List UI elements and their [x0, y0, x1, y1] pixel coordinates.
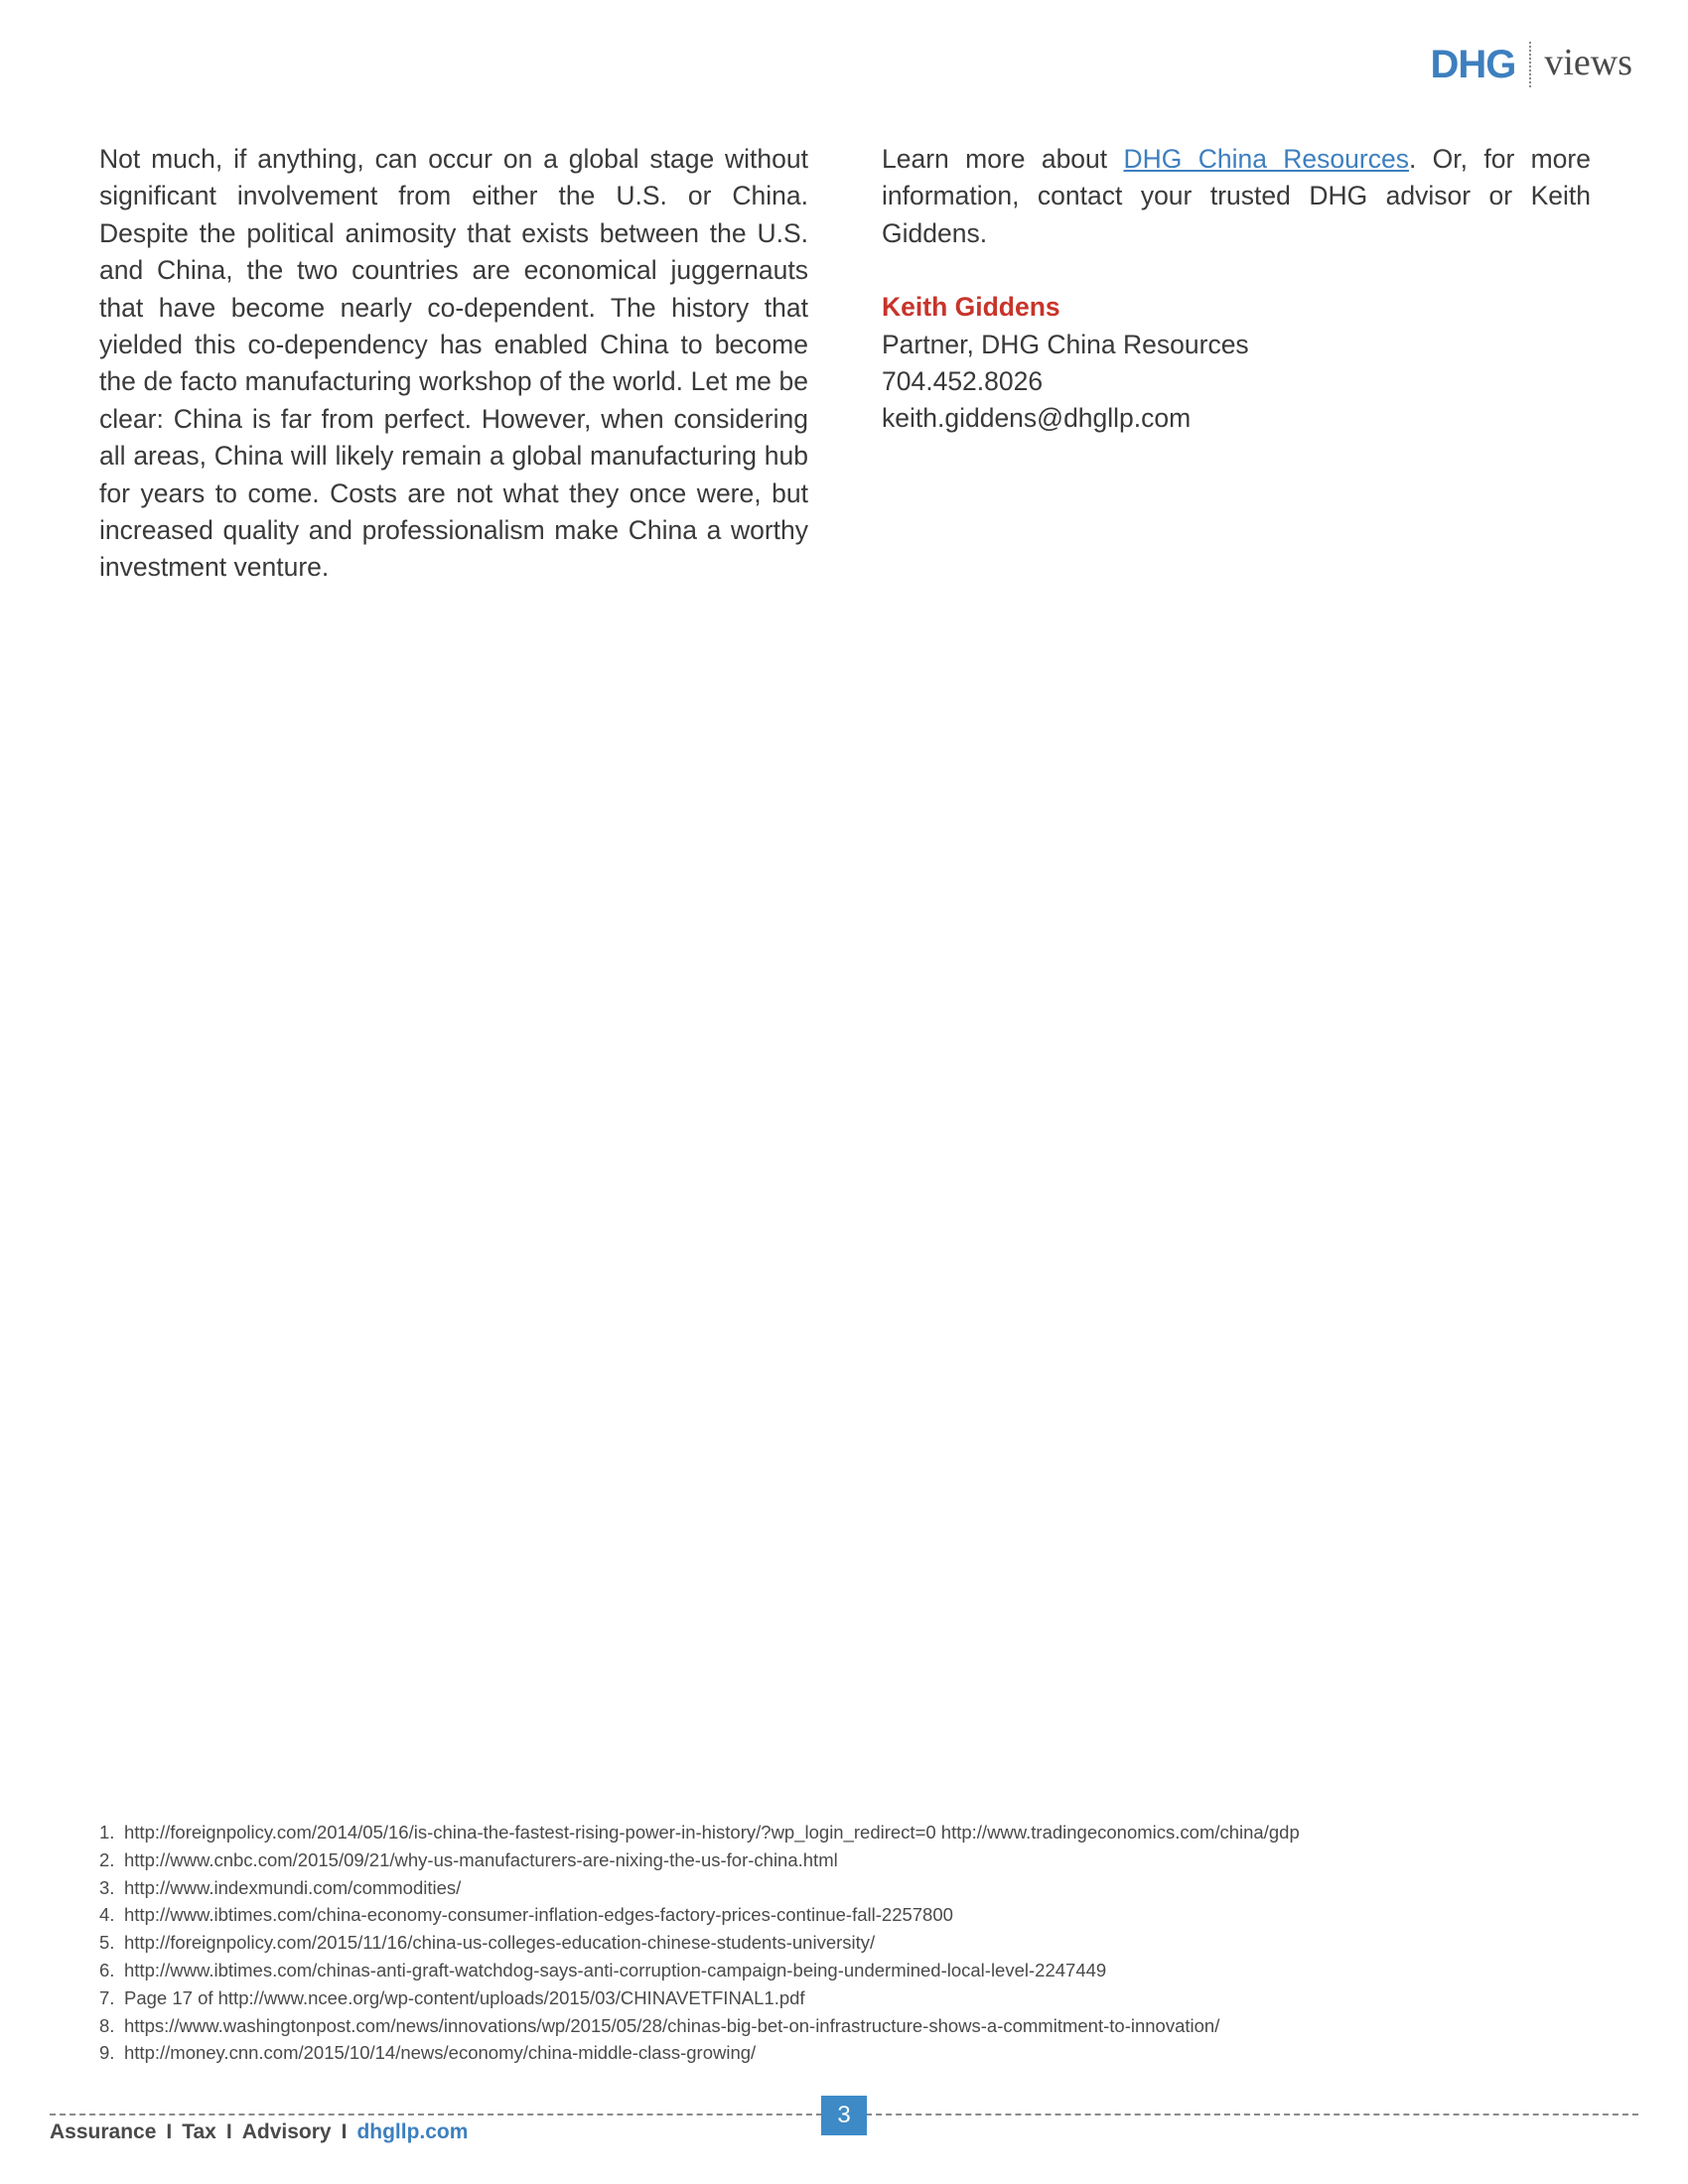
page-number: 3 — [821, 2096, 867, 2135]
footnote-item — [99, 2012, 1589, 2040]
learn-more-paragraph — [882, 141, 1591, 252]
contact-email: keith.giddens@dhgllp.com — [882, 403, 1192, 434]
footnote-text: http://money.cnn.com/2015/10/14/news/economy/china-middle-class-growing/ — [124, 2042, 757, 2064]
footnote-item — [99, 1929, 1589, 1957]
body-paragraph: Not much, if anything, can occur on a global stage without significant involvement from either the U.S. or China. Despite the political animosity that exists between the U.S. and China, the two countries are economical juggernauts that have become nearly co-dependent. The history that yielded this co-dependency has enabled China to become the de facto manufacturing workshop of the world. Let me be clear: China is far from perfect. However, when considering all areas, China will likely remain a global manufacturing hub for years to come. Costs are not what they once were, but increased quality and professionalism make China a worthy investment venture. — [99, 144, 808, 583]
footer-nav — [50, 2118, 468, 2146]
footnote-item — [99, 1957, 1589, 1984]
footnote-number: 6. — [99, 1959, 115, 1980]
footnote-number: 1. — [99, 1822, 115, 1843]
footnote-item — [99, 1984, 1589, 2012]
footnote-number: 8. — [99, 2014, 115, 2036]
left-column — [99, 141, 808, 587]
footnote-item — [99, 1819, 1589, 1846]
contact-name: Keith Giddens — [882, 292, 1060, 323]
footer-separator: I — [166, 2120, 173, 2143]
footnote-item — [99, 1901, 1589, 1929]
footer-separator: I — [225, 2120, 232, 2143]
footnote-number: 3. — [99, 1876, 115, 1898]
dhg-china-resources-link[interactable]: DHG China Resources — [1123, 144, 1409, 174]
footnote-text: http://foreignpolicy.com/2015/11/16/china-us-colleges-education-chinese-students-university/ — [124, 1932, 876, 1954]
contact-block — [882, 289, 1591, 438]
footnote-item — [99, 1846, 1589, 1874]
learn-more-intro: Learn more about — [882, 144, 1124, 174]
footnote-number: 7. — [99, 1986, 115, 2008]
footnote-text: http://www.indexmundi.com/commodities/ — [124, 1876, 462, 1898]
footnote-text: https://www.washingtonpost.com/news/innovations/wp/2015/05/28/chinas-big-bet-on-infrastructure-shows-a-commitment-to-innovation/ — [124, 2014, 1220, 2036]
footnote-text: http://foreignpolicy.com/2014/05/16/is-china-the-fastest-rising-power-in-history/?wp_login_redirect=0 http://www.tradingeconomics.com/china/gdp — [124, 1822, 1300, 1843]
dhg-views-logo — [1430, 40, 1632, 89]
footnote-number: 4. — [99, 1904, 115, 1926]
logo-suffix: views — [1544, 42, 1632, 83]
footnote-text: http://www.ibtimes.com/china-economy-consumer-inflation-edges-factory-prices-continue-fall-2257800 — [124, 1904, 953, 1926]
footnote-text: http://www.ibtimes.com/chinas-anti-graft-watchdog-says-anti-corruption-campaign-being-undermined-local-level-2247449 — [124, 1959, 1107, 1980]
footer-site-link[interactable]: dhgllp.com — [356, 2120, 469, 2143]
footnotes-list — [99, 1819, 1589, 2067]
footnote-item — [99, 2039, 1589, 2067]
footer-tax: Tax — [182, 2120, 216, 2143]
contact-title: Partner, DHG China Resources — [882, 329, 1249, 359]
footnote-number: 5. — [99, 1932, 115, 1954]
footer-separator: I — [341, 2120, 348, 2143]
footer-advisory: Advisory — [241, 2120, 332, 2143]
footnote-item — [99, 1874, 1589, 1902]
footnote-text: http://www.cnbc.com/2015/09/21/why-us-manufacturers-are-nixing-the-us-for-china.html — [124, 1848, 838, 1870]
footnote-text: Page 17 of http://www.ncee.org/wp-content/uploads/2015/03/CHINAVETFINAL1.pdf — [124, 1986, 805, 2008]
footer-assurance: Assurance — [50, 2120, 157, 2143]
contact-phone: 704.452.8026 — [882, 366, 1044, 397]
footnote-number: 9. — [99, 2042, 115, 2064]
right-column — [882, 141, 1591, 438]
logo-brand: DHG — [1430, 43, 1516, 86]
learn-more-outro: . Or, for more information, contact your trusted DHG advisor or Keith Giddens. — [882, 144, 1591, 248]
logo-divider — [1529, 42, 1532, 87]
footnote-number: 2. — [99, 1848, 115, 1870]
